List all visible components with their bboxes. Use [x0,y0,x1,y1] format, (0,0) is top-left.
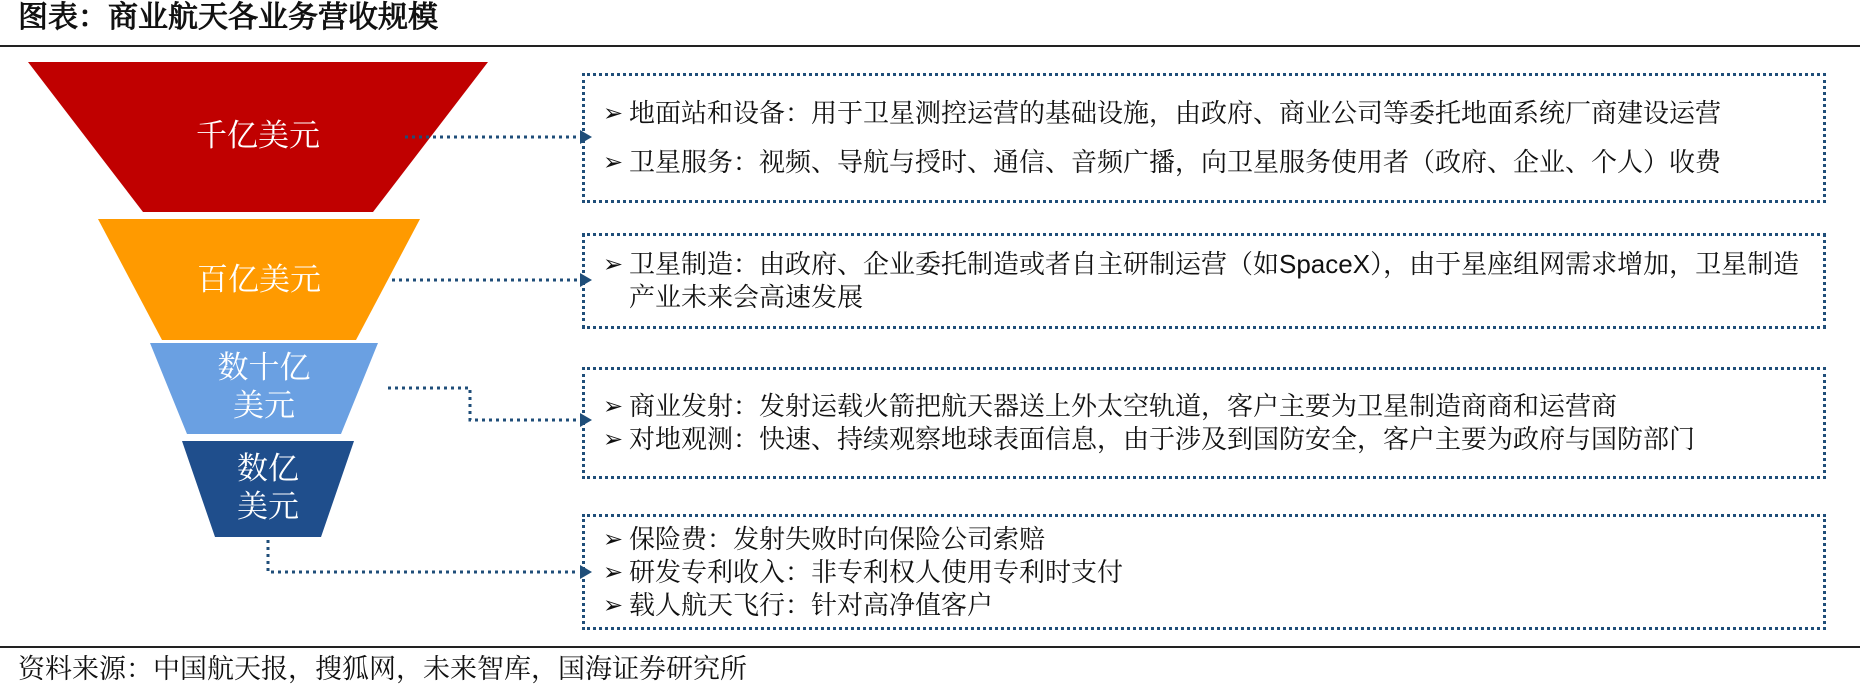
item-text: 卫星服务：视频、导航与授时、通信、音频广播，向卫星服务使用者（政府、企业、个人）收费 [629,147,1722,177]
item-text: 载人航天飞行：针对高净值客户 [629,589,994,620]
description-box-3 [582,367,1826,479]
tier-3-label-line2: 美元 [233,388,295,423]
connector-4 [268,540,578,572]
list-item [603,556,1805,589]
description-box-2 [582,233,1826,329]
tier-3-label-line1: 数十亿 [217,350,311,385]
tier-1-label: 千亿美元 [196,118,320,153]
tier-3-label [187,349,341,425]
description-box-1 [582,73,1826,203]
list-item [603,423,1805,456]
item-text: 商业发射：发射运载火箭把航天器送上外太空轨道，客户主要为卫星制造商商和运营商 [629,391,1618,421]
bullet-icon: ➢ [603,100,624,127]
list-item [603,146,1805,179]
chart-title: 图表：商业航天各业务营收规模 [18,1,438,34]
bullet-icon: ➢ [603,149,624,176]
bullet-icon: ➢ [603,558,624,586]
list-item [603,589,1805,622]
tier-2-label: 百亿美元 [197,262,321,297]
bullet-icon: ➢ [603,525,624,553]
item-text: 地面站和设备：用于卫星测控运营的基础设施，由政府、商业公司等委托地面系统厂商建设运营 [629,98,1722,128]
list-item [603,390,1805,423]
source-rule [0,646,1860,648]
list-item [603,523,1805,556]
description-box-4 [582,514,1826,630]
list-item [603,248,1805,314]
bullet-icon: ➢ [603,251,624,278]
source-note: 资料来源：中国航天报，搜狐网，未来智库，国海证券研究所 [18,654,747,684]
bullet-icon: ➢ [603,426,624,453]
item-text: 保险费：发射失败时向保险公司索赔 [629,523,1046,554]
item-text: 研发专利收入：非专利权人使用专利时支付 [629,556,1124,587]
connector-3 [388,388,578,420]
tier-4-label-line1: 数亿 [237,451,299,486]
item-text: 卫星制造：由政府、企业委托制造或者自主研制运营（如SpaceX），由于星座组网需求增加，卫星制造产业未来会高速发展 [629,249,1800,312]
list-item [603,97,1805,130]
item-text: 对地观测：快速、持续观察地球表面信息，由于涉及到国防安全，客户主要为政府与国防部门 [629,424,1696,454]
tier-4-label-line2: 美元 [237,489,299,524]
tier-4-label [215,450,321,526]
bullet-icon: ➢ [603,393,624,420]
bullet-icon: ➢ [603,591,624,619]
